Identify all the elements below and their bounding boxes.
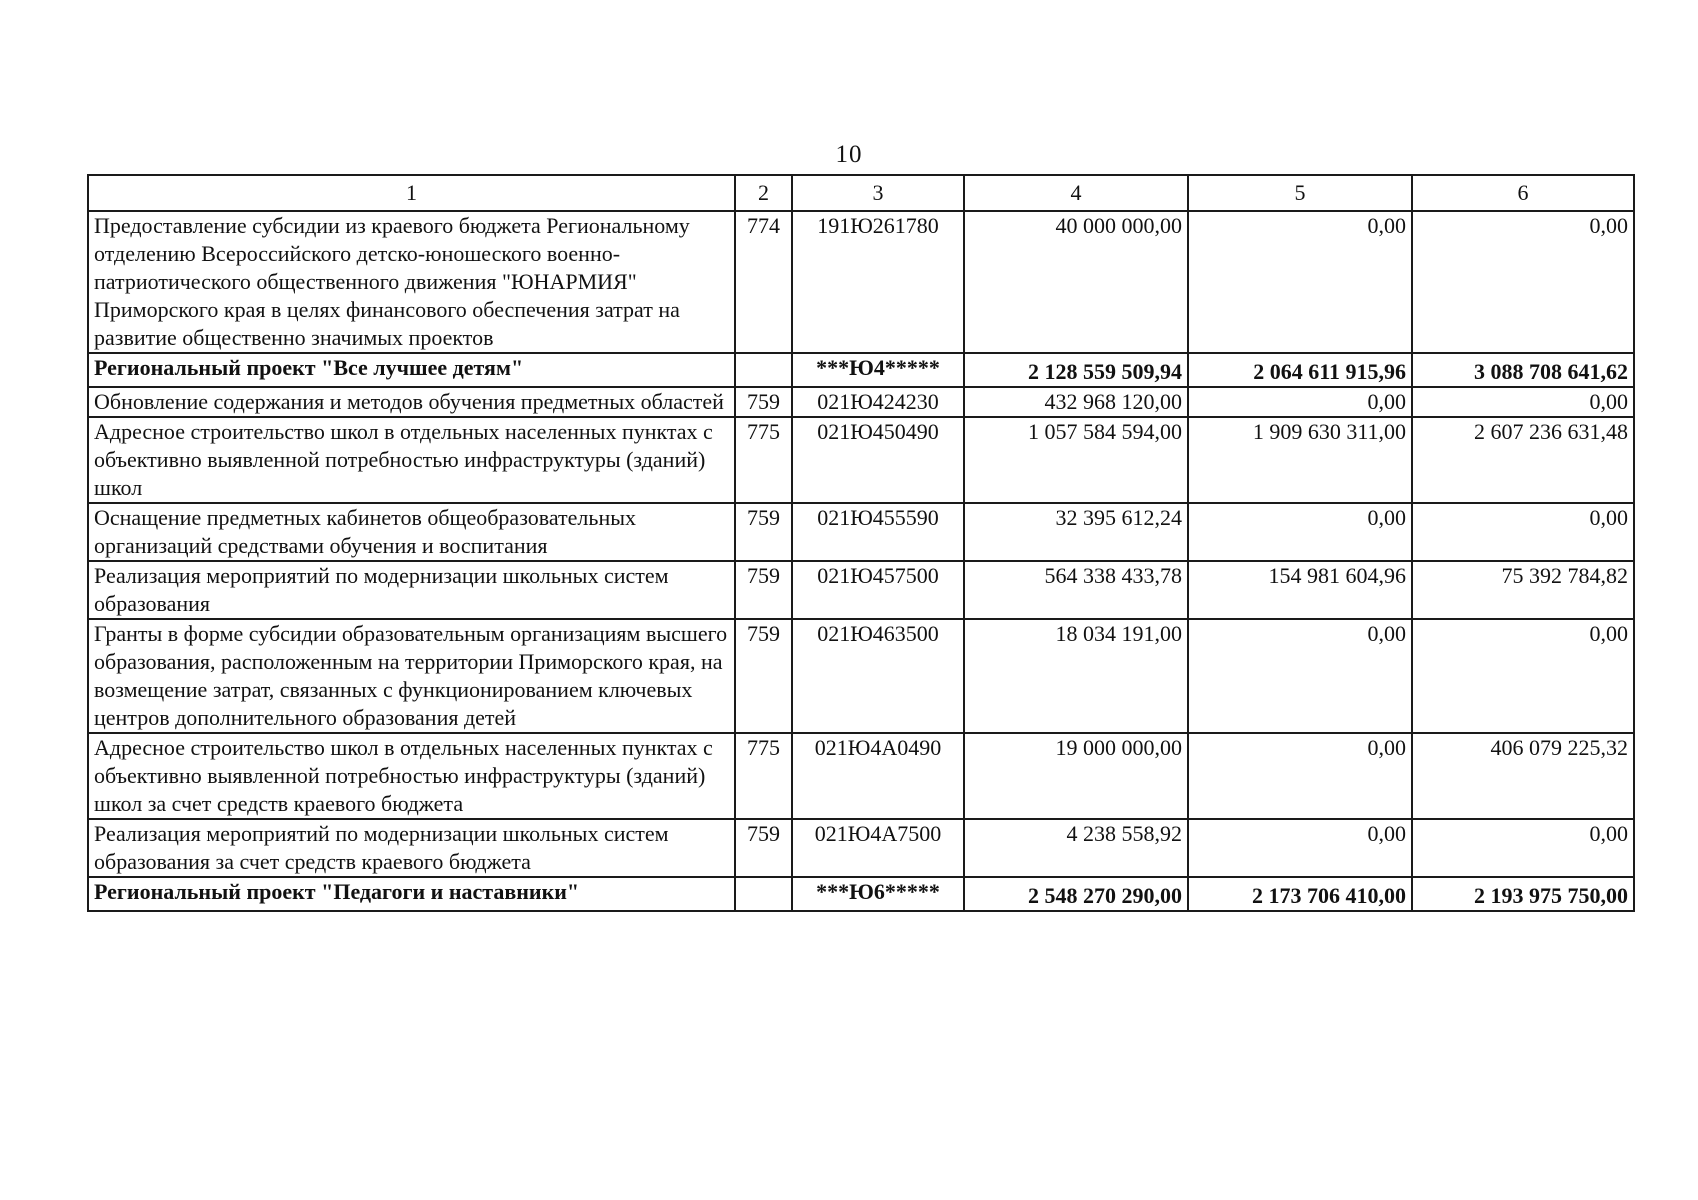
row-value-col5: 0,00 <box>1188 619 1412 733</box>
header-cell-6: 6 <box>1412 175 1634 211</box>
row-value-col4: 564 338 433,78 <box>964 561 1188 619</box>
row-target-code: 021Ю4А7500 <box>792 819 964 877</box>
project-total-col6: 3 088 708 641,62 <box>1412 353 1634 387</box>
row-value-col6: 0,00 <box>1412 211 1634 353</box>
table-row <box>88 619 1634 733</box>
row-value-col4: 32 395 612,24 <box>964 503 1188 561</box>
row-value-col6: 0,00 <box>1412 819 1634 877</box>
row-name: Гранты в форме субсидии образовательным организациям высшего образования, расположенным на территории Приморского края, на возмещение затрат, связанных с функционированием ключевых центров дополнительного образования детей <box>88 619 735 733</box>
table-row <box>88 417 1634 503</box>
table-row <box>88 387 1634 417</box>
row-value-col6: 406 079 225,32 <box>1412 733 1634 819</box>
row-department-code: 759 <box>735 619 792 733</box>
table-row <box>88 211 1634 353</box>
row-target-code: 021Ю4А0490 <box>792 733 964 819</box>
row-value-col4: 4 238 558,92 <box>964 819 1188 877</box>
row-name: Адресное строительство школ в отдельных населенных пунктах с объективно выявленной потребностью инфраструктуры (зданий) школ <box>88 417 735 503</box>
project-target-code: ***Ю4***** <box>792 353 964 387</box>
row-department-code: 759 <box>735 503 792 561</box>
row-value-col5: 0,00 <box>1188 819 1412 877</box>
row-name: Адресное строительство школ в отдельных населенных пунктах с объективно выявленной потребностью инфраструктуры (зданий) школ за счет средств краевого бюджета <box>88 733 735 819</box>
row-target-code: 021Ю424230 <box>792 387 964 417</box>
project-total-col4: 2 548 270 290,00 <box>964 877 1188 911</box>
table-row <box>88 819 1634 877</box>
page-number: 10 <box>835 141 863 168</box>
row-target-code: 191Ю261780 <box>792 211 964 353</box>
table-row <box>88 503 1634 561</box>
project-total-col4: 2 128 559 509,94 <box>964 353 1188 387</box>
project-total-row <box>88 877 1634 911</box>
table-header <box>88 175 1634 211</box>
row-value-col6: 2 607 236 631,48 <box>1412 417 1634 503</box>
row-value-col6: 0,00 <box>1412 619 1634 733</box>
row-value-col6: 75 392 784,82 <box>1412 561 1634 619</box>
row-name: Предоставление субсидии из краевого бюджета Региональному отделению Всероссийского детско-юношеского военно-патриотического общественного движения "ЮНАРМИЯ" Приморского края в целях финансового обеспечения затрат на развитие общественно значимых проектов <box>88 211 735 353</box>
row-value-col5: 0,00 <box>1188 387 1412 417</box>
row-department-code: 774 <box>735 211 792 353</box>
budget-table <box>87 174 1635 912</box>
row-name: Реализация мероприятий по модернизации школьных систем образования <box>88 561 735 619</box>
project-total-col5: 2 064 611 915,96 <box>1188 353 1412 387</box>
row-name: Реализация мероприятий по модернизации школьных систем образования за счет средств краевого бюджета <box>88 819 735 877</box>
row-value-col5: 1 909 630 311,00 <box>1188 417 1412 503</box>
table-row <box>88 561 1634 619</box>
header-cell-3: 3 <box>792 175 964 211</box>
row-value-col4: 40 000 000,00 <box>964 211 1188 353</box>
project-total-col6: 2 193 975 750,00 <box>1412 877 1634 911</box>
row-value-col6: 0,00 <box>1412 387 1634 417</box>
project-total-col5: 2 173 706 410,00 <box>1188 877 1412 911</box>
row-name: Оснащение предметных кабинетов общеобразовательных организаций средствами обучения и воспитания <box>88 503 735 561</box>
project-target-code: ***Ю6***** <box>792 877 964 911</box>
header-row <box>88 175 1634 211</box>
row-department-code: 775 <box>735 417 792 503</box>
row-value-col4: 432 968 120,00 <box>964 387 1188 417</box>
table-body <box>88 211 1634 911</box>
row-department-code: 759 <box>735 561 792 619</box>
header-cell-4: 4 <box>964 175 1188 211</box>
row-department-code: 759 <box>735 819 792 877</box>
header-cell-1: 1 <box>88 175 735 211</box>
row-value-col4: 18 034 191,00 <box>964 619 1188 733</box>
row-department-code: 759 <box>735 387 792 417</box>
row-value-col4: 1 057 584 594,00 <box>964 417 1188 503</box>
row-target-code: 021Ю455590 <box>792 503 964 561</box>
row-target-code: 021Ю450490 <box>792 417 964 503</box>
project-name: Региональный проект "Все лучшее детям" <box>88 353 735 387</box>
row-value-col4: 19 000 000,00 <box>964 733 1188 819</box>
row-target-code: 021Ю457500 <box>792 561 964 619</box>
row-target-code: 021Ю463500 <box>792 619 964 733</box>
row-name: Обновление содержания и методов обучения предметных областей <box>88 387 735 417</box>
header-cell-2: 2 <box>735 175 792 211</box>
row-value-col6: 0,00 <box>1412 503 1634 561</box>
row-value-col5: 154 981 604,96 <box>1188 561 1412 619</box>
row-value-col5: 0,00 <box>1188 503 1412 561</box>
row-department-code: 775 <box>735 733 792 819</box>
row-department-code <box>735 877 792 911</box>
header-cell-5: 5 <box>1188 175 1412 211</box>
project-name: Региональный проект "Педагоги и наставники" <box>88 877 735 911</box>
table-row <box>88 733 1634 819</box>
row-department-code <box>735 353 792 387</box>
row-value-col5: 0,00 <box>1188 733 1412 819</box>
project-total-row <box>88 353 1634 387</box>
row-value-col5: 0,00 <box>1188 211 1412 353</box>
